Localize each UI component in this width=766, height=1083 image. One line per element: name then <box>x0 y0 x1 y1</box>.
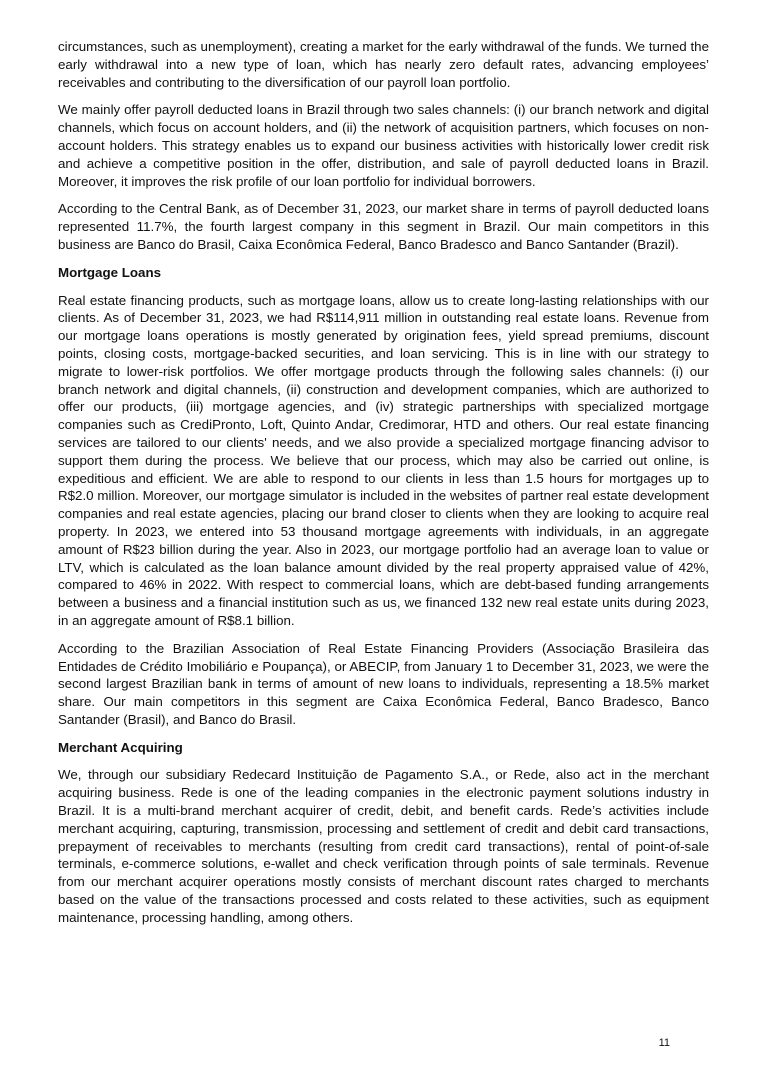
heading-merchant-acquiring: Merchant Acquiring <box>58 739 183 755</box>
page-number: 11 <box>658 1037 670 1049</box>
paragraph-early-withdrawal: circumstances, such as unemployment), creating a market for the early withdrawal of the funds. We turned the early withdrawal into a new type of loan, which has nearly zero default rates, advancing employees’ receivables and contributing to the diversification of our payroll loan portfolio. <box>58 39 709 90</box>
paragraph-rede: We, through our subsidiary Redecard Instituição de Pagamento S.A., or Rede, also act in the merchant acquiring business. Rede is one of the leading companies in the electronic payment solutions industry in Brazil. It is a multi-brand merchant acquirer of credit, debit, and benefit cards. Rede’s activities include merchant acquiring, capturing, transmission, processing and settlement of credit and debit card transactions, prepayment of receivables to merchants (resulting from credit card transactions), rental of point-of-sale terminals, e-commerce solutions, e-wallet and check verification through points of sale terminals. Revenue from our merchant acquirer operations mostly consists of merchant discount rates charged to merchants based on the value of the transactions processed and costs related to these activities, such as equipment maintenance, processing handling, among others. <box>58 767 709 925</box>
heading-mortgage-loans: Mortgage Loans <box>58 264 162 280</box>
paragraph-sales-channels: We mainly offer payroll deducted loans in Brazil through two sales channels: (i) our branch network and digital channels, which focus on account holders, and (ii) the network of acquisition partners, which focuses on non-account holders. This strategy enables us to expand our business activities with historically lower credit risk and achieve a competitive position in the offer, distribution, and sale of payroll deducted loans in Brazil. Moreover, it improves the risk profile of our loan portfolio for individual borrowers. <box>58 102 709 189</box>
paragraph-mortgage-details: Real estate financing products, such as mortgage loans, allow us to create long-lasting relationships with our clients. As of December 31, 2023, we had R$114,911 million in outstanding real estate loans. Revenue from our mortgage loans operations is mostly generated by origination fees, yield spread premiums, discount points, closing costs, mortgage-backed securities, and loan servicing. This is in line with our strategy to migrate to lower-risk portfolios. We offer mortgage products through the following sales channels: (i) our branch network and digital channels, (ii) construction and development companies, which are authorized to offer our products, (iii) mortgage agencies, and (iv) strategic partnerships with specialized mortgage companies such as CrediPronto, Loft, Quinto Andar, Credimorar, HTD and others. Our real estate financing services are tailored to our clients' needs, and we also provide a specialized mortgage financing advisor to support them during the process. We believe that our process, which may also be carried out online, is expeditious and efficient. We are able to respond to our clients in less than 1.5 hours for mortgages up to R$2.0 million. Moreover, our mortgage simulator is included in the websites of partner real estate development companies and real estate agencies, placing our brand closer to clients when they are looking to acquire real property. In 2023, we entered into 53 thousand mortgage agreements with individuals, in an aggregate amount of R$23 billion during the year. Also in 2023, our mortgage portfolio had an average loan to value or LTV, which is calculated as the loan balance amount divided by the real property appraised value of 42%, compared to 46% in 2022. With respect to commercial loans, which are debt-based funding arrangements between a business and a financial institution such as us, we financed 132 new real estate units during 2023, in an aggregate amount of R$8.1 billion. <box>58 292 709 628</box>
document-page <box>58 38 709 937</box>
paragraph-abecip: According to the Brazilian Association of Real Estate Financing Providers (Associação Brasileira das Entidades de Crédito Imobiliário e Poupança), or ABECIP, from January 1 to December 31, 2023, we were the second largest Brazilian bank in terms of amount of new loans to individuals, representing a 18.5% market share. Our main competitors in this segment are Caixa Econômica Federal, Banco Bradesco, Banco Santander (Brasil), and Banco do Brasil. <box>58 640 709 727</box>
paragraph-market-share: According to the Central Bank, as of December 31, 2023, our market share in terms of payroll deducted loans represented 11.7%, the fourth largest company in this segment in Brazil. Our main competitors in this business are Banco do Brasil, Caixa Econômica Federal, Banco Bradesco and Banco Santander (Brazil). <box>58 201 709 252</box>
